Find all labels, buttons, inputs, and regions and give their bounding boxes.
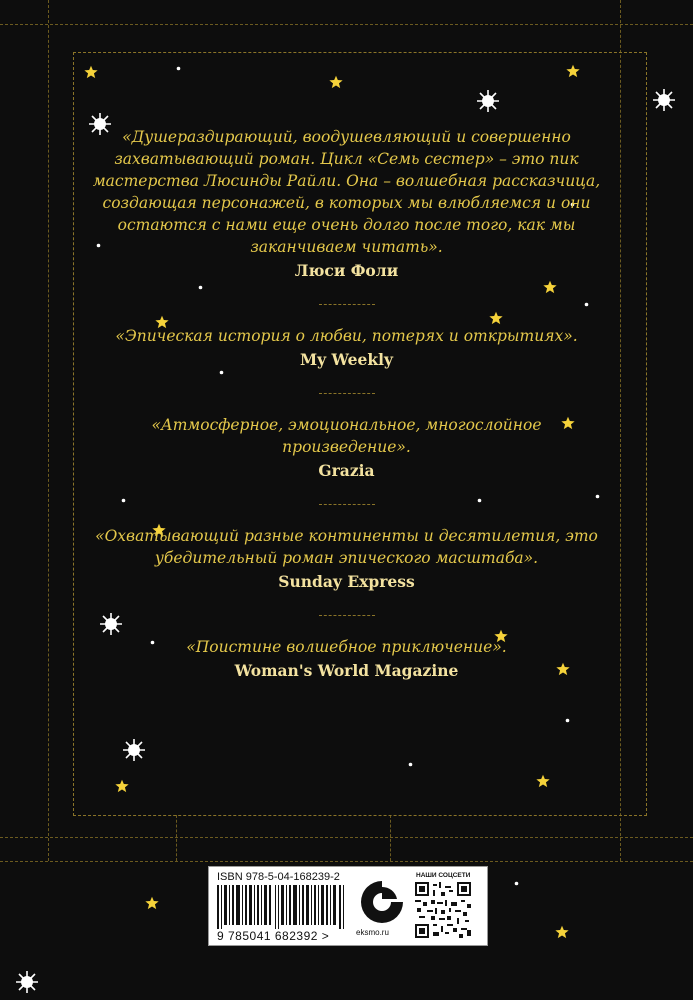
divider — [319, 504, 375, 505]
sparkle-icon — [477, 90, 499, 112]
star-icon — [84, 65, 98, 79]
barcode-image — [217, 885, 345, 929]
quote-block — [90, 636, 603, 682]
frame-line — [176, 815, 177, 861]
qr-code-image — [415, 882, 471, 938]
quote-author: Woman's World Magazine — [234, 661, 459, 680]
star-icon — [555, 925, 569, 939]
sparkle-icon — [16, 971, 38, 993]
isbn-label: ISBN 978-5-04-168239-2 — [217, 871, 340, 883]
star-icon — [536, 774, 550, 788]
quote-author: Sunday Express — [278, 572, 415, 591]
quote-block — [90, 525, 603, 593]
divider — [319, 615, 375, 616]
star-icon — [329, 75, 343, 89]
divider — [319, 393, 375, 394]
quotes-list — [90, 126, 603, 682]
quote-author: Grazia — [318, 461, 375, 480]
quote-text: «Душераздирающий, воодушевляющий и совершенно захватывающий роман. Цикл «Семь сестер» – это пик мастерства Люсинды Райли. Она – волшебная рассказчица, создающая персонажей, в которых мы влюбляемся и они остаются с нами еще очень долго после того, как мы заканчиваем читать». — [92, 128, 601, 256]
dot-star-icon — [176, 66, 181, 71]
quote-block — [90, 126, 603, 282]
dot-star-icon — [565, 718, 570, 723]
frame-line — [0, 24, 693, 25]
quote-text: «Поистине волшебное приключение». — [186, 638, 507, 656]
quote-author: Люси Фоли — [294, 261, 399, 280]
barcode-number: 9 785041 682392 > — [217, 929, 330, 943]
dot-star-icon — [514, 881, 519, 886]
quote-block — [90, 414, 603, 482]
star-icon — [566, 64, 580, 78]
publisher-url: eksmo.ru — [356, 928, 389, 937]
quote-text: «Атмосферное, эмоциональное, многослойное произведение». — [151, 416, 542, 456]
quote-author: My Weekly — [299, 350, 394, 369]
eksmo-logo-icon — [357, 877, 407, 927]
frame-line — [0, 861, 693, 862]
quote-text: «Охватывающий разные континенты и десятилетия, это убедительный роман эпического масштаба». — [95, 527, 598, 567]
star-icon — [145, 896, 159, 910]
divider — [319, 304, 375, 305]
quote-text: «Эпическая история о любви, потерях и открытиях». — [115, 327, 578, 345]
dot-star-icon — [408, 762, 413, 767]
frame-line — [390, 815, 391, 861]
frame-line — [48, 0, 49, 861]
sparkle-icon — [123, 739, 145, 761]
quote-block — [90, 325, 603, 371]
social-title: НАШИ СОЦСЕТИ — [416, 872, 471, 879]
frame-line — [0, 837, 693, 838]
star-icon — [115, 779, 129, 793]
sparkle-icon — [653, 89, 675, 111]
barcode-panel — [208, 866, 488, 946]
